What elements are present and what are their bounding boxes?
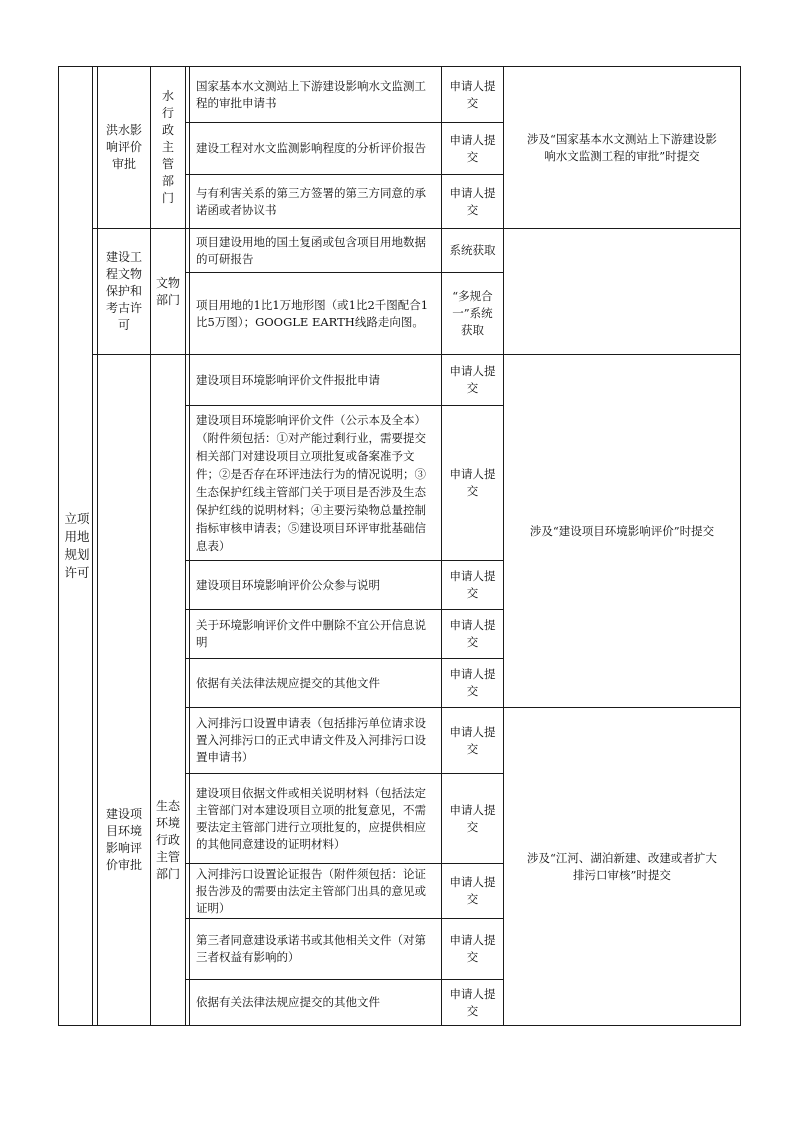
method-cell	[442, 67, 503, 122]
document-cell	[190, 659, 441, 707]
method-text: 申请人提交	[449, 618, 496, 649]
note-cell	[504, 708, 740, 1025]
document-cell	[190, 67, 441, 122]
department-label: 文物部门	[155, 275, 180, 307]
document-text: 建设项目依据文件或相关说明材料（包括法定主管部门对本建设项目立项的批复意见，不需要法定主管部门进行立项批复的，应提供相应的其他同意建设的证明材料）	[196, 785, 426, 851]
document-text: 与有利害关系的第三方签署的第三方同意的承诺函或者协议书	[196, 185, 426, 217]
method-text: 申请人提交	[449, 78, 496, 110]
document-cell	[190, 980, 441, 1025]
document-text: 第三者同意建设承诺书或其他相关文件（对第三者权益有影响的）	[196, 933, 426, 964]
note-text: 涉及“国家基本水文测站上下游建设影响水文监测工程的审批”时提交	[527, 131, 717, 163]
document-cell	[190, 273, 441, 354]
method-cell	[442, 229, 503, 272]
department-label: 生态环境行政主管部门	[155, 798, 180, 881]
method-cell	[442, 708, 503, 773]
method-cell	[442, 610, 503, 658]
note-text: 涉及“建设项目环境影响评价”时提交	[529, 523, 715, 538]
document-cell	[190, 864, 441, 918]
document-cell	[190, 708, 441, 773]
document-text: 建设工程对水文监测影响程度的分析评价报告	[196, 141, 426, 155]
method-text: 申请人提交	[449, 933, 496, 964]
note-cell	[504, 67, 740, 228]
table-border-right	[740, 66, 741, 1026]
approval-item-cell	[98, 355, 150, 1025]
license-stage-label: 立项用地规划许可	[64, 511, 90, 580]
method-text: 申请人提交	[449, 875, 496, 906]
document-cell	[190, 561, 441, 609]
method-text: 申请人提交	[449, 724, 496, 756]
department-cell	[151, 355, 185, 1025]
document-cell	[190, 175, 441, 228]
method-cell	[442, 659, 503, 707]
document-cell	[190, 123, 441, 174]
method-text: 申请人提交	[449, 802, 496, 834]
document-cell	[190, 919, 441, 979]
document-text: 项目建设用地的国土复函或包含项目用地数据的可研报告	[196, 234, 426, 266]
method-cell	[442, 864, 503, 918]
method-text: 申请人提交	[449, 185, 496, 217]
method-text: 申请人提交	[449, 132, 496, 164]
document-text: 入河排污口设置申请表（包括排污单位请求设置入河排污口的正式申请文件及入河排污口设置申请书）	[196, 716, 426, 764]
method-cell	[442, 355, 503, 405]
approval-item-cell	[98, 229, 150, 354]
table-column-line	[92, 66, 93, 1026]
approval-item-label: 洪水影响评价审批	[105, 122, 142, 171]
method-cell	[442, 980, 503, 1025]
department-label: 水行政主管部门	[161, 88, 174, 205]
approval-item-label: 建设项目环境影响评价审批	[105, 807, 142, 872]
document-text: 建设项目环境影响评价公众参与说明	[196, 577, 380, 592]
document-cell	[190, 229, 441, 272]
department-cell	[151, 66, 185, 228]
document-cell	[190, 406, 441, 560]
document-text: 依据有关法律法规应提交的其他文件	[196, 995, 380, 1009]
document-text: 入河排污口设置论证报告（附件须包括：论证报告涉及的需要由法定主管部门出具的意见或证明）	[196, 866, 426, 915]
document-cell	[190, 774, 441, 863]
method-cell	[442, 175, 503, 228]
document-text: 关于环境影响评价文件中删除不宜公开信息说明	[196, 618, 426, 649]
method-text: 申请人提交	[449, 569, 496, 600]
method-text: 系统获取	[449, 243, 496, 257]
method-cell	[442, 561, 503, 609]
approval-item-label: 建设工程文物保护和考古许可	[105, 250, 142, 332]
approval-item-cell	[98, 66, 150, 228]
document-text: 建设项目环境影响评价文件（公示本及全本）（附件须包括：①对产能过剩行业，需要提交相关部门对建设项目立项批复或备案准予文件；②是否存在环评违法行为的情况说明；③生态保护红线主管部门关于项目是否涉及生态保护红线的说明材料；④主要污染物总量控制指标审核申请表；⑤建设项目环评审批基础信息表）	[196, 413, 426, 553]
document-text: 建设项目环境影响评价文件报批申请	[196, 372, 380, 387]
method-text: 申请人提交	[449, 364, 496, 395]
document-cell	[190, 610, 441, 658]
note-cell	[504, 355, 740, 707]
document-text: 国家基本水文测站上下游建设影响水文监测工程的审批申请书	[196, 78, 426, 110]
method-text: “多规合一”系统获取	[452, 289, 493, 337]
note-text: 涉及“江河、湖泊新建、改建或者扩大排污口审核”时提交	[527, 850, 717, 882]
license-stage-cell	[62, 66, 92, 1026]
document-cell	[190, 355, 441, 405]
document-text: 项目用地的1比1万地形图（或1比2千图配合1比5万图）；GOOGLE EARTH线路走向图。	[196, 297, 429, 329]
document-text: 依据有关法律法规应提交的其他文件	[196, 675, 380, 690]
method-text: 申请人提交	[449, 986, 496, 1018]
method-cell	[442, 123, 503, 174]
method-cell	[442, 406, 503, 560]
method-cell	[442, 774, 503, 863]
method-text: 申请人提交	[449, 667, 496, 698]
table-border-left	[58, 66, 59, 1026]
table-border-bottom	[58, 1025, 741, 1026]
department-cell	[151, 229, 185, 354]
table-column-line	[185, 66, 186, 1026]
method-text: 申请人提交	[449, 467, 496, 498]
method-cell	[442, 273, 503, 354]
method-cell	[442, 919, 503, 979]
